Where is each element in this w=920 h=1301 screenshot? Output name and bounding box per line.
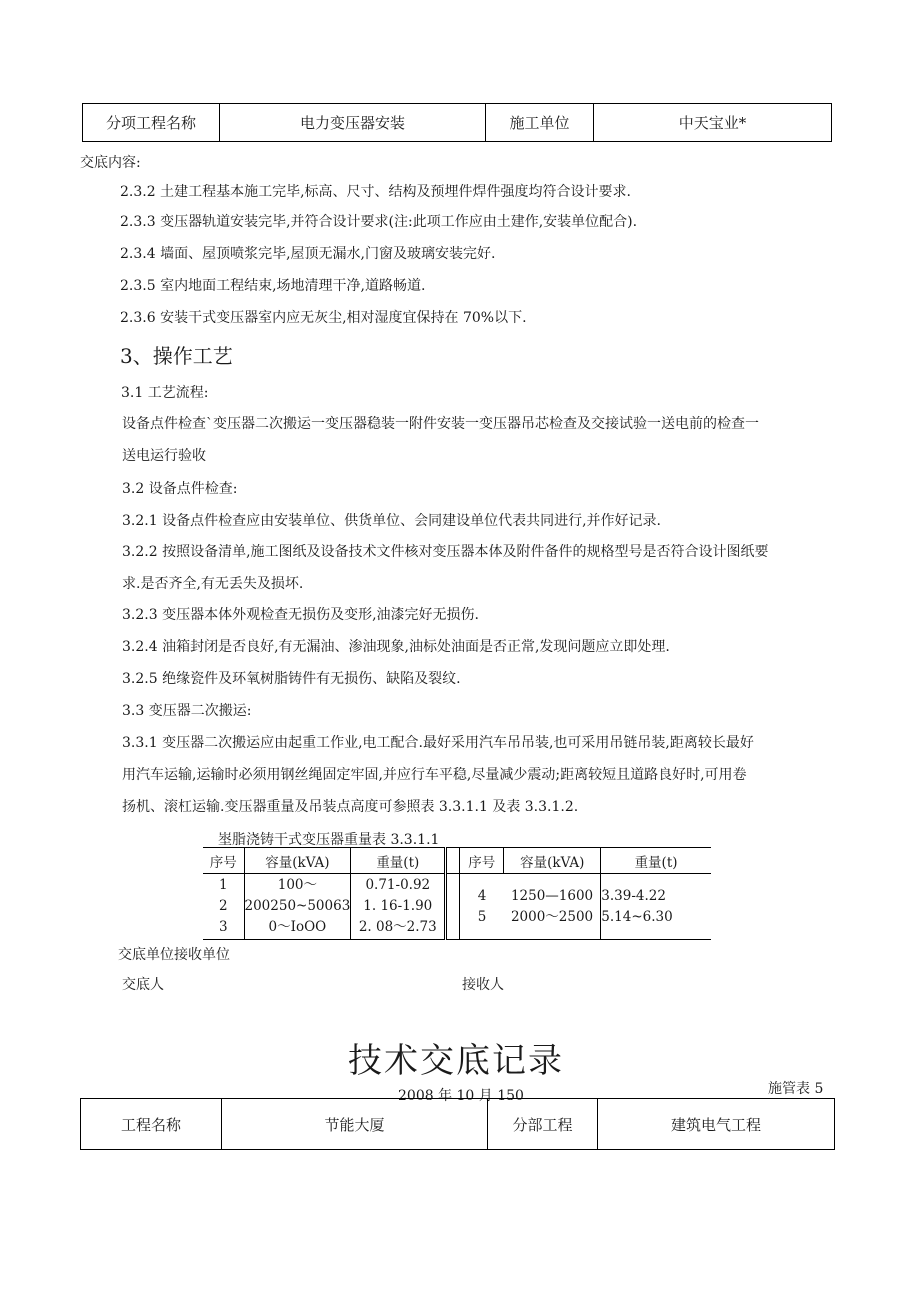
right-weight-cell xyxy=(601,874,711,940)
project-name-value: 节能大厦 xyxy=(222,1099,488,1150)
table-cell: 2 xyxy=(218,898,228,914)
header-capacity-right: 容量(kVA) xyxy=(504,848,601,874)
project-name-label: 工程名称 xyxy=(81,1099,222,1150)
header-no-right: 序号 xyxy=(460,848,504,874)
division-label: 分部工程 xyxy=(488,1099,598,1150)
header-info-table xyxy=(82,103,832,142)
column-gap xyxy=(446,874,460,940)
record-title: 技术交底记录 xyxy=(348,1041,564,1081)
receiver-label: 接收人 xyxy=(462,977,504,993)
process-flow-line-2: 送电运行验收 xyxy=(122,448,206,464)
construction-unit-label: 施工单位 xyxy=(486,104,594,142)
record-form-number: 施管表 5 xyxy=(768,1081,824,1097)
table-cell: 4 xyxy=(477,887,487,904)
intro-label: 交底内容: xyxy=(80,155,141,171)
table-cell: 100～ xyxy=(277,877,318,893)
section-3-3-1-line-1: 3.3.1 变压器二次搬运应由起重工作业,电工配合.最好采用汽车吊吊装,也可采用吊链吊装,距离较长最好 xyxy=(122,735,754,751)
header-weight-right: 重量(t) xyxy=(601,848,711,874)
table-cell: 1250—1600 xyxy=(510,887,594,904)
header-no-left: 序号 xyxy=(203,848,244,874)
section-3-3: 3.3 变压器二次搬运: xyxy=(122,703,252,719)
table-cell: 5 xyxy=(477,908,487,925)
header-weight-left: 重量(t) xyxy=(351,848,446,874)
table-cell: 0～IoOO xyxy=(268,919,327,935)
paragraph-2-3-5: 2.3.5 室内地面工程结束,场地清理干净,道路畅道. xyxy=(120,278,426,294)
table-cell: 5.14~6.30 xyxy=(601,908,673,925)
table-cell: 1 xyxy=(218,877,228,893)
paragraph-2-3-4: 2.3.4 墙面、屋顶喷浆完毕,屋顶无漏水,门窗及玻璃安装完好. xyxy=(120,246,496,262)
units-label: 交底单位接收单位 xyxy=(118,947,230,963)
weight-table-caption: 埊脂浇铸干式变压器重量表 3.3.1.1 xyxy=(218,832,440,848)
section-3-2-3: 3.2.3 变压器本体外观检查无损伤及变形,油漆完好无损伤. xyxy=(122,607,479,623)
project-info-table xyxy=(80,1098,835,1150)
section-3-3-1-line-3: 扬机、滚杠运输.变压器重量及吊装点高度可参照表 3.3.1.1 及表 3.3.1.2. xyxy=(122,799,579,815)
paragraph-2-3-3: 2.3.3 变压器轨道安装完毕,并符合设计要求(注:此项工作应由土建作,安装单位配合). xyxy=(120,214,638,230)
right-no-cell xyxy=(460,874,504,940)
section-3-2-5: 3.2.5 绝缘瓷件及环氧树脂铸件有无损伤、缺陷及裂纹. xyxy=(122,671,461,687)
table-cell: 1. 16-1.90 xyxy=(363,898,433,914)
section-3-3-1-line-2: 用汽车运输,运输时必须用钢丝绳固定牢固,并应行车平稳,尽量减少震动;距离较短且道路良好时,可用卷 xyxy=(122,767,747,783)
left-no-cell xyxy=(203,874,244,940)
paragraph-2-3-6: 2.3.6 安装干式变压器室内应无灰尘,相对湿度宜保持在 70%以下. xyxy=(120,310,527,326)
section-3-2-4: 3.2.4 油箱封闭是否良好,有无漏油、渗油现象,油标处油面是否正常,发现问题应立即处理. xyxy=(122,639,670,655)
table-cell: 3 xyxy=(218,919,228,935)
section-3-1: 3.1 工艺流程: xyxy=(121,385,209,401)
subproject-name-value: 电力变压器安装 xyxy=(220,104,486,142)
table-cell: 200250~50063 xyxy=(244,898,351,914)
construction-unit-value: 中天宝业* xyxy=(594,104,832,142)
section-3-2-1: 3.2.1 设备点件检查应由安装单位、供货单位、会同建设单位代表共同进行,并作好记录. xyxy=(122,513,661,529)
paragraph-2-3-2: 2.3.2 土建工程基本施工完毕,标高、尺寸、结构及预埋件焊件强度均符合设计要求. xyxy=(120,184,631,200)
section-3-2: 3.2 设备点件检查: xyxy=(122,481,238,497)
section-3-2-2-line-2: 求.是否齐全,有无丢失及损坏. xyxy=(122,576,304,592)
division-value: 建筑电气工程 xyxy=(598,1099,835,1150)
left-capacity-cell xyxy=(244,874,351,940)
subproject-name-label: 分项工程名称 xyxy=(83,104,220,142)
process-flow-line-1: 设备点件检查`变压器二次搬运一变压器稳装一附件安装一变压器吊芯检查及交接试验一送电前的检查一 xyxy=(122,416,759,432)
left-weight-cell xyxy=(351,874,446,940)
section-3-heading: 3、操作工艺 xyxy=(120,344,233,368)
right-capacity-cell xyxy=(504,874,601,940)
section-3-2-2-line-1: 3.2.2 按照设备清单,施工图纸及设备技术文件核对变压器本体及附件备件的规格型号是否符合设计图纸要 xyxy=(122,544,769,560)
table-cell: 2000～2500 xyxy=(510,908,594,925)
table-cell: 0.71-0.92 xyxy=(365,877,431,893)
table-cell: 2. 08～2.73 xyxy=(358,919,437,935)
giver-label: 交底人 xyxy=(122,977,164,993)
column-gap xyxy=(446,848,460,874)
table-cell: 3.39-4.22 xyxy=(601,887,666,904)
header-capacity-left: 容量(kVA) xyxy=(244,848,351,874)
record-date: 2008 年 10 月 150 xyxy=(398,1088,524,1104)
weight-table xyxy=(203,847,711,940)
